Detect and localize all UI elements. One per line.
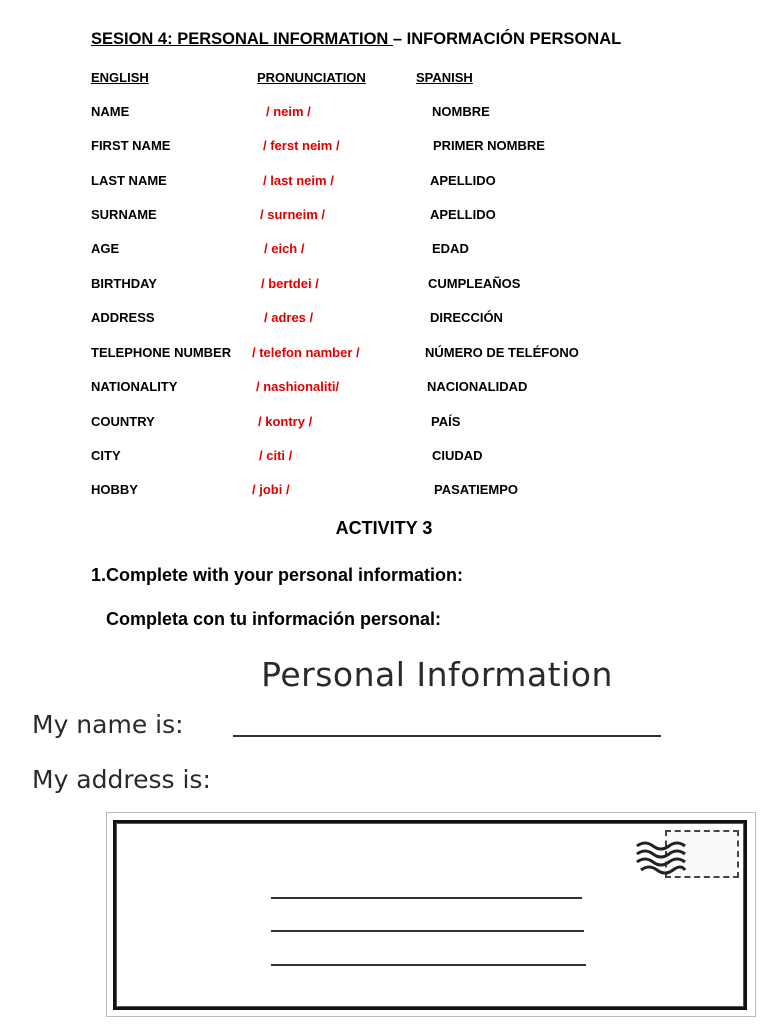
address-label: My address is: (32, 765, 211, 794)
title-spanish: – INFORMACIÓN PERSONAL (392, 30, 622, 48)
vocab-pronunciation: / surneim / (260, 207, 326, 222)
column-header-pronunciation: PRONUNCIATION (257, 70, 366, 85)
vocab-english: AGE (91, 241, 120, 256)
vocab-english: ADDRESS (91, 310, 155, 325)
vocab-pronunciation: / citi / (259, 448, 293, 463)
vocab-spanish: CIUDAD (432, 448, 483, 463)
vocab-pronunciation: / jobi / (252, 482, 290, 497)
name-label: My name is: (32, 710, 184, 739)
vocab-english: SURNAME (91, 207, 157, 222)
title-english: SESION 4: PERSONAL INFORMATION (91, 30, 393, 48)
vocab-english: NATIONALITY (91, 379, 178, 394)
instruction-english: 1.Complete with your personal information: (91, 565, 464, 585)
vocab-english: TELEPHONE NUMBER (91, 345, 232, 360)
vocab-english: NAME (91, 104, 130, 119)
instruction-spanish: Completa con tu información personal: (106, 609, 442, 629)
activity-title: ACTIVITY 3 (335, 518, 433, 538)
vocab-english: COUNTRY (91, 414, 155, 429)
vocab-spanish: APELLIDO (430, 207, 496, 222)
vocab-spanish: PRIMER NOMBRE (433, 138, 545, 153)
column-header-english: ENGLISH (91, 70, 149, 85)
vocab-english: CITY (91, 448, 121, 463)
vocab-spanish: APELLIDO (430, 173, 496, 188)
vocab-pronunciation: / kontry / (258, 414, 313, 429)
vocab-english: FIRST NAME (91, 138, 171, 153)
page-title (91, 30, 621, 49)
name-answer-line[interactable] (233, 735, 661, 737)
vocab-spanish: NACIONALIDAD (427, 379, 528, 394)
vocab-pronunciation: / eich / (264, 241, 305, 256)
vocab-pronunciation: / neim / (266, 104, 311, 119)
vocab-pronunciation: / ferst neim / (263, 138, 340, 153)
vocab-spanish: CUMPLEAÑOS (428, 276, 521, 291)
vocab-english: HOBBY (91, 482, 138, 497)
vocab-pronunciation: / telefon namber / (252, 345, 360, 360)
vocab-spanish: EDAD (432, 241, 469, 256)
address-line-3[interactable] (271, 964, 586, 966)
vocab-pronunciation: / adres / (264, 310, 314, 325)
vocab-spanish: NÚMERO DE TELÉFONO (425, 345, 579, 360)
vocab-spanish: DIRECCIÓN (430, 310, 503, 325)
vocab-english: BIRTHDAY (91, 276, 157, 291)
personal-information-heading: Personal Information (261, 655, 613, 694)
vocab-english: LAST NAME (91, 173, 167, 188)
column-header-spanish: SPANISH (416, 70, 473, 85)
vocab-spanish: NOMBRE (432, 104, 490, 119)
postmark-icon (635, 838, 695, 878)
address-line-1[interactable] (271, 897, 582, 899)
address-line-2[interactable] (271, 930, 584, 932)
vocab-pronunciation: / nashionaliti/ (256, 379, 340, 394)
vocab-spanish: PASATIEMPO (434, 482, 519, 497)
vocab-pronunciation: / bertdei / (261, 276, 319, 291)
vocab-spanish: PAÍS (431, 414, 461, 429)
vocab-pronunciation: / last neim / (263, 173, 334, 188)
